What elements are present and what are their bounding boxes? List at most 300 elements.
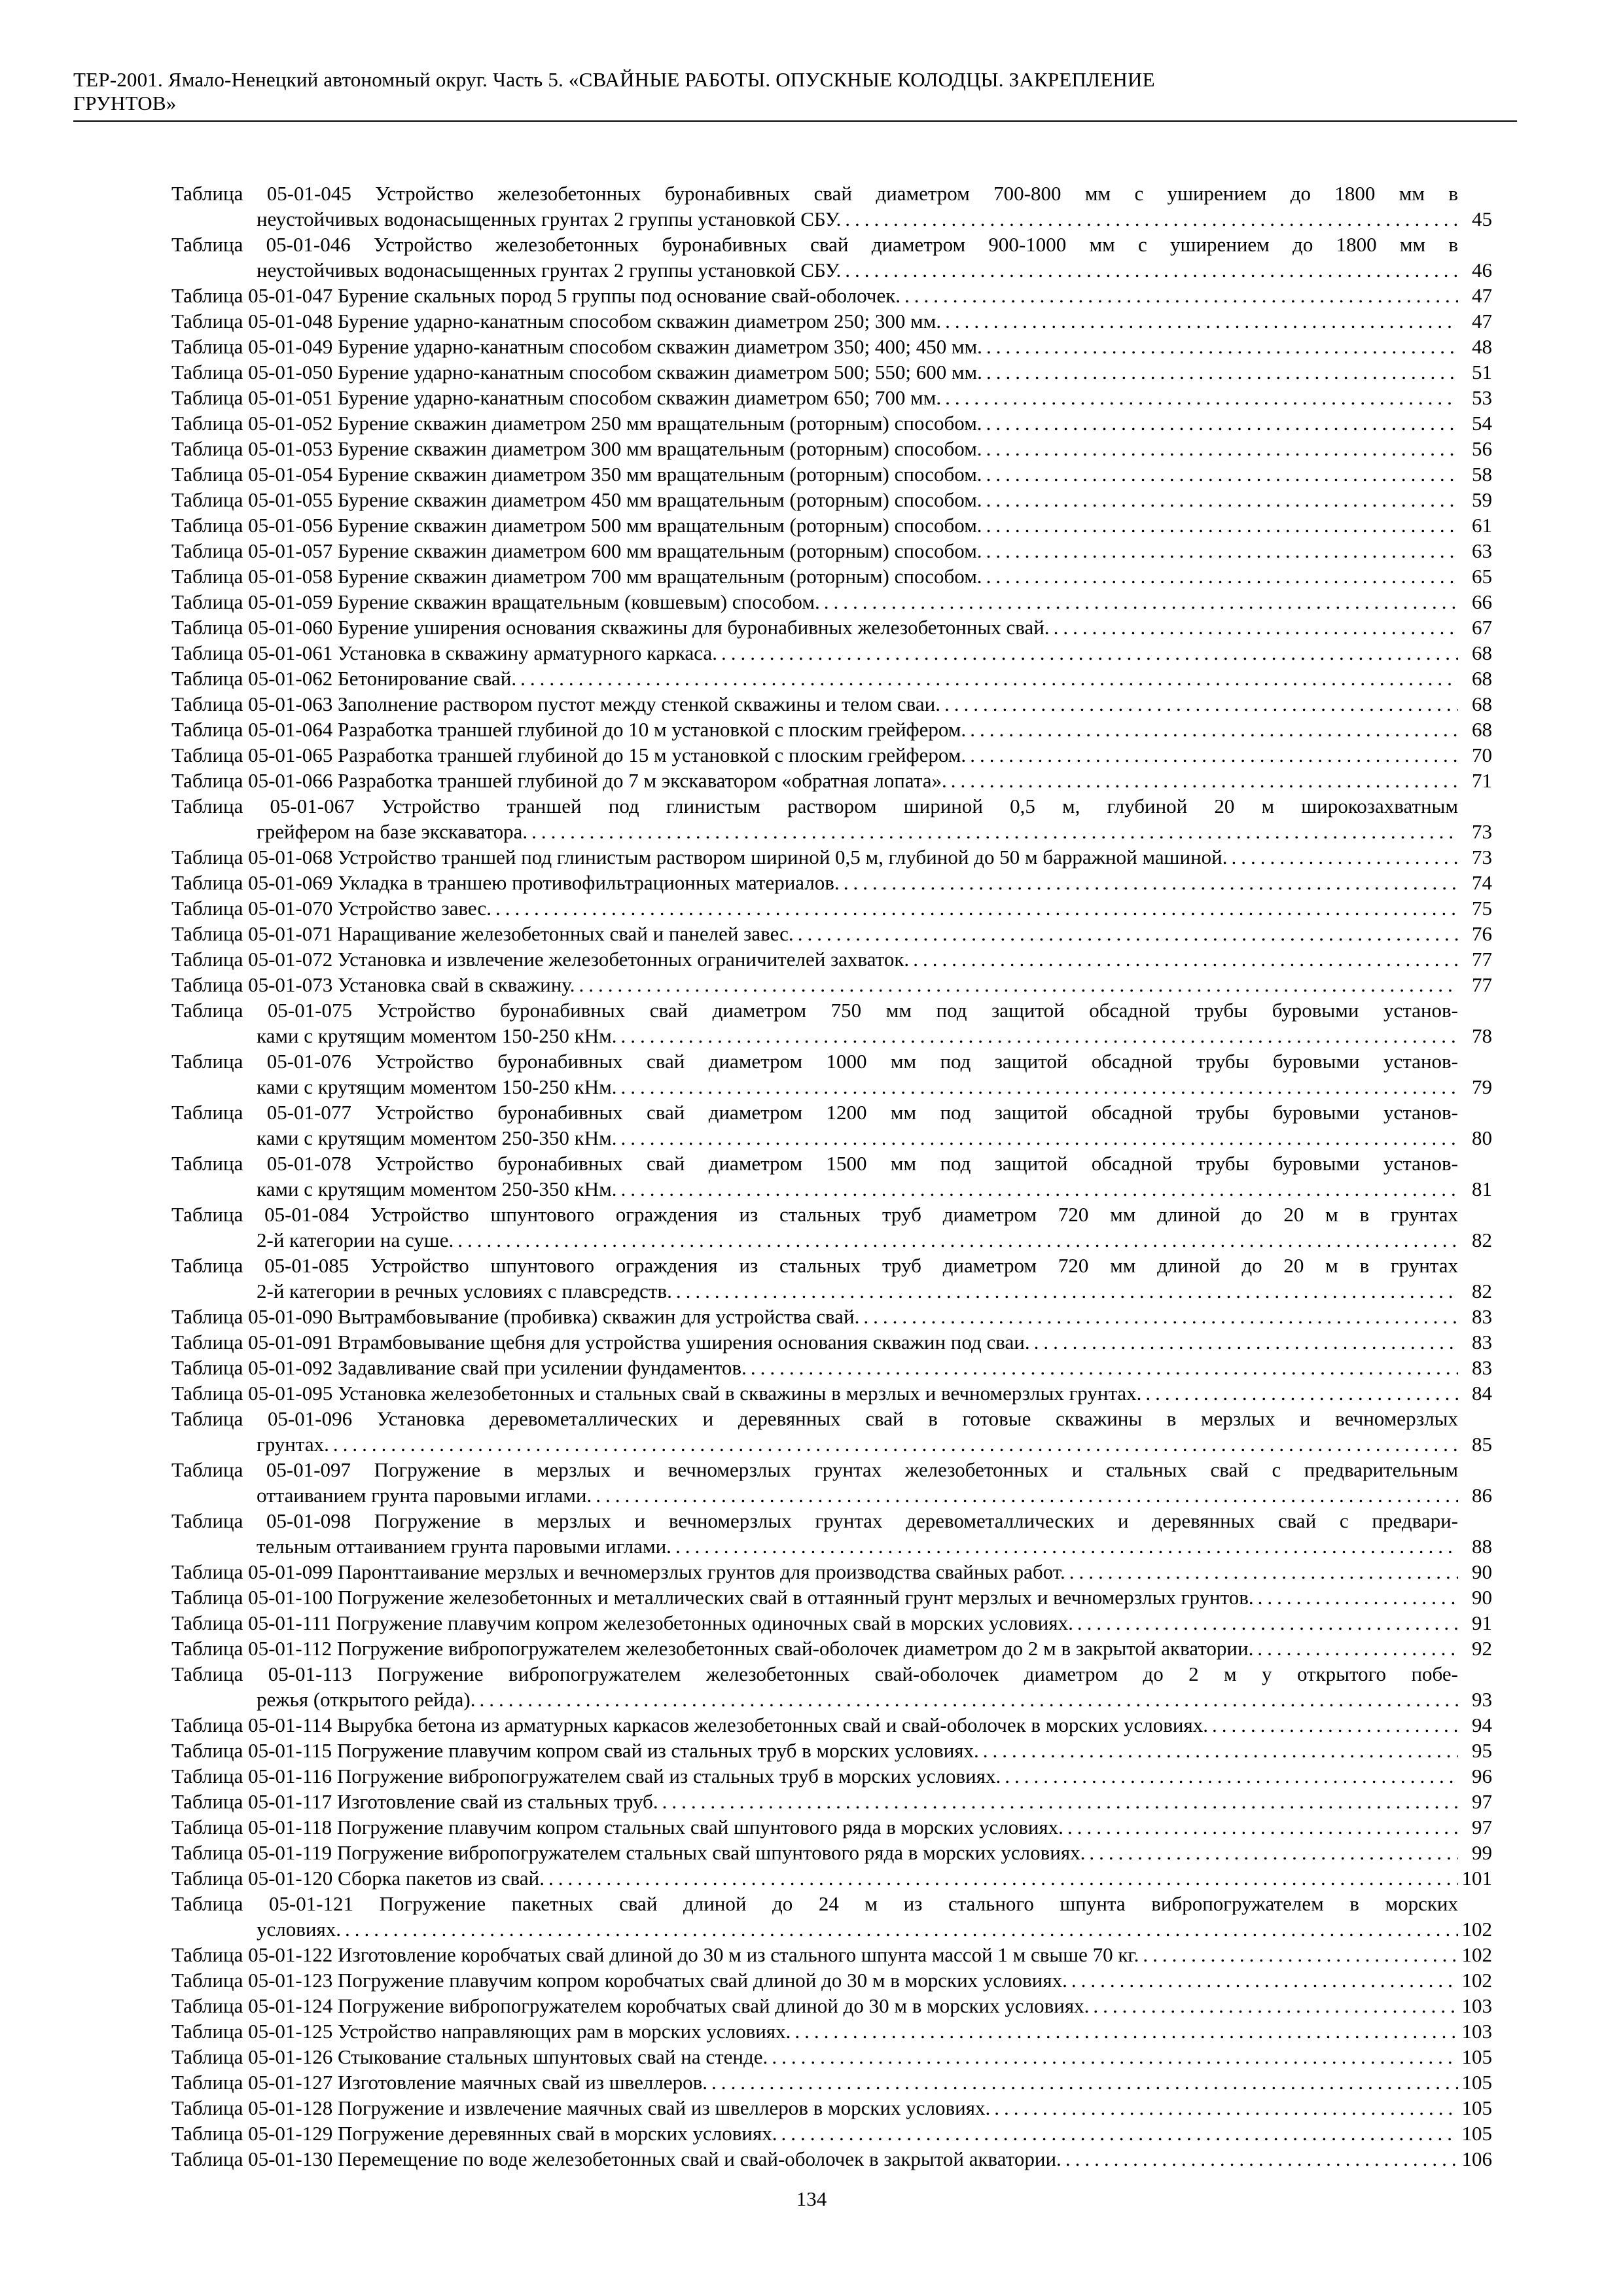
toc-entry-title [171, 1993, 1458, 2018]
toc-entry-line: Таблица 05-01-047 Бурение скальных пород 5 группы под основание свай-оболочек. [171, 284, 901, 307]
toc-entry-line: Таблица 05-01-075 Устройство буронабивных свай диаметром 750 мм под защитой обсадной трубы буровыми установ- [171, 999, 1458, 1022]
toc-entry-last-line [171, 2095, 1458, 2121]
dot-leader [979, 1738, 1458, 1763]
toc-entry-last-line [171, 206, 1458, 232]
toc-entry-line: Таблица 05-01-090 Вытрамбовывание (пробивка) скважин для устройства свай. [171, 1305, 860, 1328]
toc-entry [171, 691, 1492, 717]
dot-leader [1065, 1559, 1458, 1585]
toc-entry-title [171, 2070, 1458, 2095]
toc-entry-page: 78 [1472, 1024, 1492, 1047]
toc-entry-line: ками с крутящим моментом 250-350 кНм. [257, 1177, 617, 1200]
toc-entry [171, 1100, 1492, 1151]
dot-leader [768, 2044, 1458, 2070]
toc-entry [171, 1585, 1492, 1610]
dot-leader [1139, 1942, 1458, 1967]
toc-entry-line: Таблица 05-01-124 Погружение вибропогружателем коробчатых свай длиной до 30 м в морских условиях. [171, 1994, 1090, 2017]
toc-entry-title [171, 487, 1458, 512]
toc-entry-page: 90 [1472, 1586, 1492, 1609]
toc-entry [171, 538, 1492, 564]
toc-entry-last-line [171, 2044, 1458, 2070]
toc-entry-title [171, 1610, 1458, 1636]
toc-entry-page: 71 [1472, 769, 1492, 792]
toc-entry-last-line [171, 1789, 1458, 1814]
page-header [73, 68, 1517, 122]
toc-entry-title [171, 1304, 1458, 1329]
toc-entry-line: Таблица 05-01-113 Погружение вибропогружателем железобетонных свай-оболочек диаметром до 2 м у открытого побе- [171, 1662, 1458, 1685]
toc-entry-page: 82 [1472, 1229, 1492, 1251]
dot-leader [1067, 1967, 1458, 1993]
toc-entry-line: Таблица 05-01-098 Погружение в мерзлых и вечномерзлых грунтах деревометаллических и деревянных свай с предвари- [171, 1509, 1458, 1532]
toc-entry-line: Таблица 05-01-077 Устройство буронабивных свай диаметром 1200 мм под защитой обсадной трубы буровыми установ- [171, 1101, 1458, 1124]
toc-entry-page: 95 [1472, 1739, 1492, 1762]
toc-entry-page: 73 [1472, 820, 1492, 843]
toc-entry-title [171, 666, 1458, 691]
toc-entry-line: Таблица 05-01-067 Устройство траншей под глинистым раствором шириной 0,5 м, глубиной 20 м широкозахватным [171, 795, 1458, 817]
toc-entry-page: 97 [1472, 1816, 1492, 1839]
toc-entry-page: 106 [1461, 2147, 1492, 2170]
toc-entry-last-line [171, 1916, 1458, 1942]
dot-leader [966, 717, 1458, 742]
toc-entry-last-line [171, 512, 1458, 538]
toc-entry-page: 105 [1461, 2071, 1492, 2094]
toc-entry-title [171, 1789, 1458, 1814]
toc-entry-title [171, 2095, 1458, 2121]
page-number: 134 [796, 2187, 827, 2210]
toc-entry [171, 1661, 1492, 1712]
toc-entry-page: 68 [1472, 667, 1492, 690]
toc-entry-title [171, 1967, 1458, 1993]
dot-leader [901, 283, 1458, 308]
toc-entry-line: 2-й категории на суше. [257, 1229, 454, 1251]
toc-entry [171, 844, 1492, 870]
toc-entry-title [171, 1942, 1458, 1967]
toc-entry-line: Таблица 05-01-058 Бурение скважин диаметром 700 мм вращательным (роторным) способом. [171, 565, 982, 588]
toc-entry-line: Таблица 05-01-097 Погружение в мерзлых и вечномерзлых грунтах железобетонных и стальных свай с предварительным [171, 1458, 1458, 1481]
toc-entry-last-line [171, 2018, 1458, 2044]
toc-entry-title [171, 1712, 1458, 1738]
toc-entry-line: Таблица 05-01-121 Погружение пакетных свай длиной до 24 м из стального шпунта вибропогружателем в морских [171, 1892, 1458, 1915]
toc-entry-page: 47 [1472, 284, 1492, 307]
toc-entry-last-line [171, 2146, 1458, 2172]
header-line-2: ГРУНТОВ» [73, 92, 177, 115]
toc-entry-line: Таблица 05-01-046 Устройство железобетонных буронабивных свай диаметром 900-1000 мм с уширением до 1800 мм в [171, 233, 1458, 256]
toc-entry-line: неустойчивых водонасыщенных грунтах 2 группы установкой СБУ. [257, 207, 842, 230]
toc-entry-line: Таблица 05-01-116 Погружение вибропогружателем свай из стальных труб в морских условиях. [171, 1765, 1001, 1787]
toc-entry-title [171, 844, 1458, 870]
toc-entry-page: 68 [1472, 718, 1492, 741]
toc-entry-line: Таблица 05-01-053 Бурение скважин диаметром 300 мм вращательным (роторным) способом. [171, 437, 982, 460]
toc-entry-page: 105 [1461, 2122, 1492, 2145]
toc-entry-line: Таблица 05-01-129 Погружение деревянных свай в морских условиях. [171, 2122, 777, 2145]
toc-entry [171, 717, 1492, 742]
toc-entry-last-line [171, 487, 1458, 512]
toc-entry-title [171, 1202, 1458, 1253]
toc-entry-title [171, 589, 1458, 615]
dot-leader [617, 1074, 1459, 1100]
toc-entry-line: Таблица 05-01-045 Устройство железобетонных буронабивных свай диаметром 700-800 мм с уширением до 1800 мм в [171, 182, 1458, 205]
toc-entry-last-line [171, 1712, 1458, 1738]
toc-entry-title [171, 640, 1458, 666]
toc-entry-page: 83 [1472, 1305, 1492, 1328]
toc-entry-title [171, 793, 1458, 844]
dot-leader [1253, 1636, 1458, 1661]
toc-entry-last-line [171, 1074, 1458, 1100]
toc-entry-title [171, 385, 1458, 410]
toc-entry-line: Таблица 05-01-126 Стыкование стальных шпунтовых свай на стенде. [171, 2045, 768, 2068]
toc-entry-page: 74 [1472, 871, 1492, 894]
toc-entry-line: Таблица 05-01-085 Устройство шпунтового ограждения из стальных труб диаметром 720 мм длиной до 20 м в грунтах [171, 1254, 1458, 1277]
toc-entry [171, 793, 1492, 844]
toc-entry [171, 870, 1492, 895]
toc-entry-page: 73 [1472, 846, 1492, 869]
toc-entry-page: 54 [1472, 412, 1492, 435]
dot-leader [575, 972, 1458, 997]
toc-entry-page: 56 [1472, 437, 1492, 460]
toc-entry-last-line [171, 1687, 1458, 1712]
toc-entry [171, 895, 1492, 921]
toc-entry-page: 102 [1461, 1918, 1492, 1941]
toc-entry-title [171, 436, 1458, 461]
toc-entry-title [171, 946, 1458, 972]
toc-entry-page: 81 [1472, 1177, 1492, 1200]
toc-entry-line: Таблица 05-01-070 Устройство завес. [171, 897, 491, 920]
dot-leader [717, 640, 1458, 666]
toc-entry-title [171, 870, 1458, 895]
toc-entry [171, 2146, 1492, 2172]
toc-entry [171, 742, 1492, 768]
dot-leader [1063, 1814, 1458, 1840]
toc-entry-page: 70 [1472, 744, 1492, 766]
toc-entry-page: 85 [1472, 1433, 1492, 1456]
toc-entry-page: 68 [1472, 692, 1492, 715]
toc-entry-title [171, 1151, 1458, 1202]
toc-entry-line: Таблица 05-01-049 Бурение ударно-канатным способом скважин диаметром 350; 400; 450 мм. [171, 335, 982, 358]
toc-entry-title [171, 1100, 1458, 1151]
toc-entry-line: Таблица 05-01-099 Паронттаивание мерзлых и вечномерзлых грунтов для производства свайных работ. [171, 1560, 1065, 1583]
toc-entry-line: Таблица 05-01-078 Устройство буронабивных свай диаметром 1500 мм под защитой обсадной трубы буровыми установ- [171, 1152, 1458, 1175]
dot-leader [982, 512, 1458, 538]
toc-entry-page: 46 [1472, 259, 1492, 281]
toc-entry [171, 2070, 1492, 2095]
dot-leader [707, 2070, 1458, 2095]
toc-entry-page: 63 [1472, 539, 1492, 562]
toc-entry-last-line [171, 1431, 1458, 1457]
toc-entry-last-line [171, 946, 1458, 972]
toc-entry-page: 83 [1472, 1331, 1492, 1354]
toc-entry-title [171, 1253, 1458, 1304]
toc-entry-page: 90 [1472, 1560, 1492, 1583]
toc-entry [171, 1380, 1492, 1406]
dot-leader [1089, 1993, 1458, 2018]
dot-leader [909, 946, 1458, 972]
dot-leader [1050, 615, 1458, 640]
dot-leader [841, 206, 1458, 232]
toc-entry-title [171, 742, 1458, 768]
toc-entry-page: 77 [1472, 973, 1492, 996]
toc-entry [171, 1049, 1492, 1100]
toc-entry-line: Таблица 05-01-062 Бетонирование свай. [171, 667, 517, 690]
toc-entry-last-line [171, 1304, 1458, 1329]
toc-entry-title [171, 895, 1458, 921]
toc-entry [171, 589, 1492, 615]
dot-leader [516, 666, 1458, 691]
toc-entry [171, 461, 1492, 487]
toc-entry-last-line [171, 1329, 1458, 1355]
toc-entry-last-line [171, 1023, 1458, 1049]
toc-entry-page: 103 [1461, 2020, 1492, 2043]
toc-entry-last-line [171, 1993, 1458, 2018]
toc-entry-last-line [171, 1840, 1458, 1865]
toc-entry-title [171, 1049, 1458, 1100]
toc-entry-line: Таблица 05-01-100 Погружение железобетонных и металлических свай в оттаянный грунт мерзлых и вечномерзлых грунтов. [171, 1586, 1254, 1609]
toc-entry-page: 105 [1461, 2045, 1492, 2068]
toc-entry-title [171, 1457, 1458, 1508]
toc-entry-title [171, 1636, 1458, 1661]
toc-entry-page: 93 [1472, 1688, 1492, 1711]
toc-entry-line: Таблица 05-01-123 Погружение плавучим копром коробчатых свай длиной до 30 м в морских условиях. [171, 1969, 1067, 1992]
toc-entry-last-line [171, 1559, 1458, 1585]
toc-entry-last-line [171, 717, 1458, 742]
toc-entry-page: 91 [1472, 1611, 1492, 1634]
toc-entry [171, 1993, 1492, 2018]
toc-entry-last-line [171, 640, 1458, 666]
toc-entry-line: Таблица 05-01-056 Бурение скважин диаметром 500 мм вращательным (роторным) способом. [171, 514, 982, 537]
toc-entry-page: 105 [1461, 2096, 1492, 2119]
toc-entry [171, 181, 1492, 232]
toc-entry-title [171, 1814, 1458, 1840]
dot-leader [791, 2018, 1458, 2044]
toc-entry-last-line [171, 895, 1458, 921]
toc-entry [171, 946, 1492, 972]
toc-entry-title [171, 768, 1458, 793]
dot-leader [1228, 844, 1459, 870]
toc-entry-line: Таблица 05-01-122 Изготовление коробчатых свай длиной до 30 м из стального шпунта массой 1 м свыше 70 кг. [171, 1943, 1139, 1966]
toc-entry-line: неустойчивых водонасыщенных грунтах 2 группы установкой СБУ. [257, 259, 842, 281]
toc-entry-line: Таблица 05-01-073 Установка свай в скважину. [171, 973, 575, 996]
toc-entry-line: ками с крутящим моментом 150-250 кНм. [257, 1024, 617, 1047]
toc-entry-title [171, 717, 1458, 742]
toc-entry [171, 1508, 1492, 1559]
toc-entry [171, 921, 1492, 946]
toc-entry-title [171, 2146, 1458, 2172]
toc-entry-title [171, 691, 1458, 717]
toc-entry [171, 1355, 1492, 1380]
toc-entry-last-line [171, 564, 1458, 589]
toc-entry-last-line [171, 385, 1458, 410]
toc-entry-page: 48 [1472, 335, 1492, 358]
toc-entry [171, 1738, 1492, 1763]
dot-leader [982, 461, 1458, 487]
toc-entry-last-line [171, 742, 1458, 768]
toc-entry-line: Таблица 05-01-114 Вырубка бетона из арматурных каркасов железобетонных свай и свай-оболочек в морских условиях. [171, 1713, 1209, 1736]
toc-entry-title [171, 997, 1458, 1049]
dot-leader [859, 1304, 1458, 1329]
toc-entry [171, 1253, 1492, 1304]
toc-entry [171, 1840, 1492, 1865]
toc-entry-last-line [171, 1610, 1458, 1636]
toc-entry-page: 68 [1472, 641, 1492, 664]
toc-entry [171, 1891, 1492, 1942]
toc-entry-last-line [171, 2070, 1458, 2095]
toc-entry-line: Таблица 05-01-119 Погружение вибропогружателем стальных свай шпунтового ряда в морских условиях. [171, 1841, 1086, 1864]
dot-leader [454, 1227, 1458, 1253]
toc-entry-line: Таблица 05-01-052 Бурение скважин диаметром 250 мм вращательным (роторным) способом. [171, 412, 982, 435]
toc-entry-last-line [171, 461, 1458, 487]
toc-entry-line: Таблица 05-01-072 Установка и извлечение железобетонных ограничителей захваток. [171, 948, 910, 971]
toc-entry-title [171, 564, 1458, 589]
toc-entry-last-line [171, 1636, 1458, 1661]
toc-entry-line: Таблица 05-01-071 Наращивание железобетонных свай и панелей завес. [171, 922, 794, 945]
dot-leader [671, 1534, 1458, 1559]
toc-entry-line: тельным оттаиванием грунта паровыми иглами. [257, 1535, 671, 1558]
toc-entry-title [171, 921, 1458, 946]
toc-entry-last-line [171, 1278, 1458, 1304]
toc-entry-last-line [171, 1967, 1458, 1993]
toc-entry-line: Таблица 05-01-069 Укладка в траншею противофильтрационных материалов. [171, 871, 840, 894]
toc-entry [171, 768, 1492, 793]
toc-entry-title [171, 1406, 1458, 1457]
toc-entry-last-line [171, 819, 1458, 844]
toc-entry [171, 972, 1492, 997]
dot-leader [777, 2121, 1458, 2146]
toc-entry-page: 53 [1472, 386, 1492, 409]
dot-leader [1254, 1585, 1458, 1610]
toc-entry-page: 58 [1472, 463, 1492, 486]
toc-entry-last-line [171, 2121, 1458, 2146]
toc-entry-last-line [171, 1355, 1458, 1380]
toc-entry-last-line [171, 1814, 1458, 1840]
toc-entry [171, 487, 1492, 512]
toc-entry [171, 1636, 1492, 1661]
toc-entry-line: Таблица 05-01-076 Устройство буронабивных свай диаметром 1000 мм под защитой обсадной трубы буровыми установ- [171, 1050, 1458, 1073]
toc-entry-title [171, 512, 1458, 538]
toc-entry-line: Таблица 05-01-117 Изготовление свай из стальных труб. [171, 1790, 658, 1813]
toc-entry-title [171, 2121, 1458, 2146]
toc-entry-last-line [171, 1865, 1458, 1891]
toc-entry [171, 232, 1492, 283]
toc-entry [171, 283, 1492, 308]
toc-entry-last-line [171, 436, 1458, 461]
toc-entry [171, 334, 1492, 359]
toc-entry-title [171, 615, 1458, 640]
toc-entry-title [171, 1585, 1458, 1610]
toc-entry-page: 59 [1472, 488, 1492, 511]
toc-entry-last-line [171, 1942, 1458, 1967]
toc-entry-line: режья (открытого рейда). [257, 1688, 476, 1711]
toc-entry-title [171, 181, 1458, 232]
toc-entry-page: 103 [1461, 1994, 1492, 2017]
toc-entry [171, 1712, 1492, 1738]
toc-entry-line: Таблица 05-01-115 Погружение плавучим копром свай из стальных труб в морских условиях. [171, 1739, 979, 1762]
toc-entry-line: Таблица 05-01-068 Устройство траншей под глинистым раствором шириной 0,5 м, глубиной до 50 м барражной машиной. [171, 846, 1228, 869]
toc-entry [171, 2044, 1492, 2070]
toc-entry-line: Таблица 05-01-063 Заполнение раствором пустот между стенкой скважины и телом сваи. [171, 692, 940, 715]
dot-leader [982, 436, 1458, 461]
dot-leader [747, 1355, 1458, 1380]
toc-entry-last-line [171, 768, 1458, 793]
toc-entry [171, 615, 1492, 640]
toc-entry-title [171, 359, 1458, 385]
toc-entry-line: грунтах. [257, 1433, 329, 1456]
table-of-contents [171, 181, 1492, 2172]
toc-entry-title [171, 538, 1458, 564]
toc-entry [171, 1202, 1492, 1253]
toc-entry-last-line [171, 334, 1458, 359]
toc-entry-line: Таблица 05-01-092 Задавливание свай при усилении фундаментов. [171, 1356, 747, 1379]
dot-leader [592, 1482, 1458, 1508]
toc-entry-line: Таблица 05-01-048 Бурение ударно-канатным способом скважин диаметром 250; 300 мм. [171, 310, 942, 332]
toc-entry-line: Таблица 05-01-127 Изготовление маячных свай из швеллеров. [171, 2071, 707, 2094]
dot-leader [941, 308, 1458, 334]
toc-entry-page: 86 [1472, 1484, 1492, 1507]
toc-entry-page: 75 [1472, 897, 1492, 920]
toc-entry-page: 61 [1472, 514, 1492, 537]
toc-entry [171, 1967, 1492, 1993]
toc-entry-last-line [171, 1125, 1458, 1151]
toc-entry-line: Таблица 05-01-061 Установка в скважину арматурного каркаса. [171, 641, 717, 664]
toc-entry-line: Таблица 05-01-057 Бурение скважин диаметром 600 мм вращательным (роторным) способом. [171, 539, 982, 562]
dot-leader [794, 921, 1458, 946]
toc-entry-line: Таблица 05-01-095 Установка железобетонных и стальных свай в скважины в мерзлых и вечномерзлых грунтах. [171, 1382, 1142, 1405]
toc-entry-line: Таблица 05-01-120 Сборка пакетов из свай. [171, 1867, 545, 1890]
toc-entry-line: Таблица 05-01-130 Перемещение по воде железобетонных свай и свай-оболочек в закрытой акватории. [171, 2147, 1061, 2170]
dot-leader [982, 564, 1458, 589]
toc-entry-last-line [171, 1738, 1458, 1763]
toc-entry [171, 359, 1492, 385]
toc-entry [171, 1457, 1492, 1508]
toc-entry [171, 410, 1492, 436]
toc-entry-page: 79 [1472, 1075, 1492, 1098]
dot-leader [966, 742, 1458, 768]
toc-entry-line: Таблица 05-01-111 Погружение плавучим копром железобетонных одиночных свай в морских условиях. [171, 1611, 1073, 1634]
dot-leader [341, 1916, 1458, 1942]
dot-leader [940, 691, 1458, 717]
dot-leader [982, 487, 1458, 512]
toc-entry-page: 65 [1472, 565, 1492, 588]
toc-entry-line: Таблица 05-01-118 Погружение плавучим копром стальных свай шпунтового ряда в морских условиях. [171, 1816, 1063, 1839]
toc-entry-page: 77 [1472, 948, 1492, 971]
toc-entry [171, 1865, 1492, 1891]
toc-entry-last-line [171, 1482, 1458, 1508]
toc-entry-last-line [171, 615, 1458, 640]
dot-leader [947, 768, 1458, 793]
toc-entry [171, 436, 1492, 461]
toc-entry-page: 99 [1472, 1841, 1492, 1864]
toc-entry-title [171, 1329, 1458, 1355]
toc-entry-line: Таблица 05-01-050 Бурение ударно-канатным способом скважин диаметром 500; 550; 600 мм. [171, 361, 982, 384]
toc-entry [171, 666, 1492, 691]
toc-entry-title [171, 461, 1458, 487]
dot-leader [982, 359, 1458, 385]
toc-entry-last-line [171, 359, 1458, 385]
toc-entry-page: 94 [1472, 1713, 1492, 1736]
toc-entry-title [171, 283, 1458, 308]
toc-entry [171, 1151, 1492, 1202]
dot-leader [982, 334, 1458, 359]
toc-entry [171, 308, 1492, 334]
toc-entry [171, 1329, 1492, 1355]
dot-leader [527, 819, 1458, 844]
toc-entry [171, 1304, 1492, 1329]
dot-leader [1141, 1380, 1458, 1406]
dot-leader [544, 1865, 1458, 1891]
toc-entry-last-line [171, 666, 1458, 691]
toc-entry-line: грейфером на базе экскаватора. [257, 820, 528, 843]
dot-leader [658, 1789, 1458, 1814]
toc-entry [171, 2018, 1492, 2044]
toc-entry-page: 97 [1472, 1790, 1492, 1813]
toc-entry [171, 1814, 1492, 1840]
